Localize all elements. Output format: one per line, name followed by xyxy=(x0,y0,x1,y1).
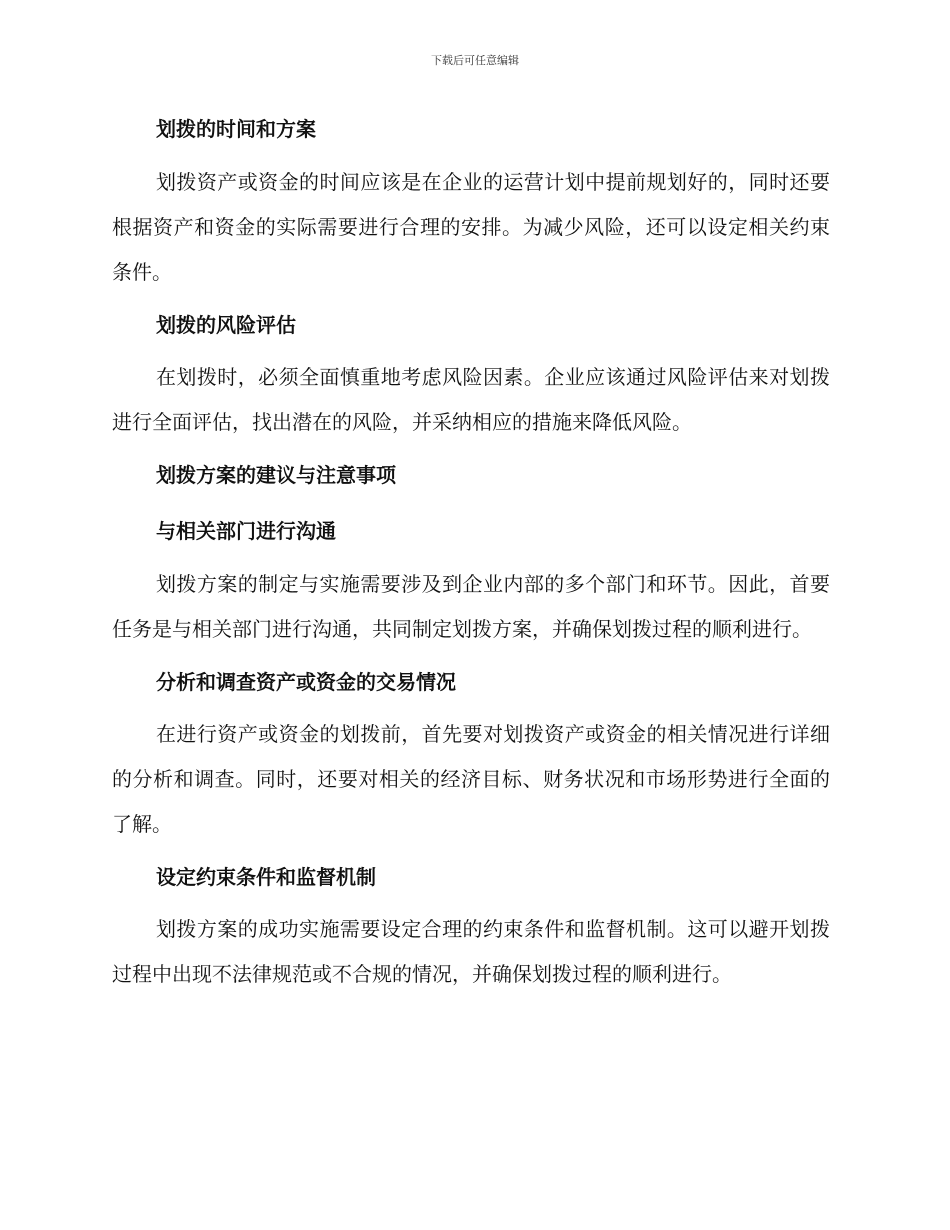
document-body xyxy=(112,113,830,997)
section-paragraph: 划拨资产或资金的时间应该是在企业的运营计划中提前规划好的，同时还要根据资产和资金的实际需要进行合理的安排。为减少风险，还可以设定相关约束条件。 xyxy=(112,170,830,284)
section-heading: 分析和调查资产或资金的交易情况 xyxy=(156,670,456,694)
section-heading: 划拨方案的建议与注意事项 xyxy=(156,463,396,487)
section-heading: 与相关部门进行沟通 xyxy=(156,519,336,543)
section-paragraph: 在划拨时，必须全面慎重地考虑风险因素。企业应该通过风险评估来对划拨进行全面评估，找出潜在的风险，并采纳相应的措施来降低风险。 xyxy=(112,365,830,434)
section-paragraph: 划拨方案的成功实施需要设定合理的约束条件和监督机制。这可以避开划拨过程中出现不法律规范或不合规的情况，并确保划拨过程的顺利进行。 xyxy=(112,917,830,986)
page-header: 下载后可任意编辑 xyxy=(431,54,519,67)
section-heading: 划拨的风险评估 xyxy=(156,313,296,337)
section-heading: 划拨的时间和方案 xyxy=(156,117,316,141)
section-paragraph: 在进行资产或资金的划拨前，首先要对划拨资产或资金的相关情况进行详细的分析和调查。同时，还要对相关的经济目标、财务状况和市场形势进行全面的了解。 xyxy=(112,722,830,836)
section-heading: 设定约束条件和监督机制 xyxy=(156,865,376,889)
section-paragraph: 划拨方案的制定与实施需要涉及到企业内部的多个部门和环节。因此，首要任务是与相关部门进行沟通，共同制定划拨方案，并确保划拨过程的顺利进行。 xyxy=(112,572,830,641)
